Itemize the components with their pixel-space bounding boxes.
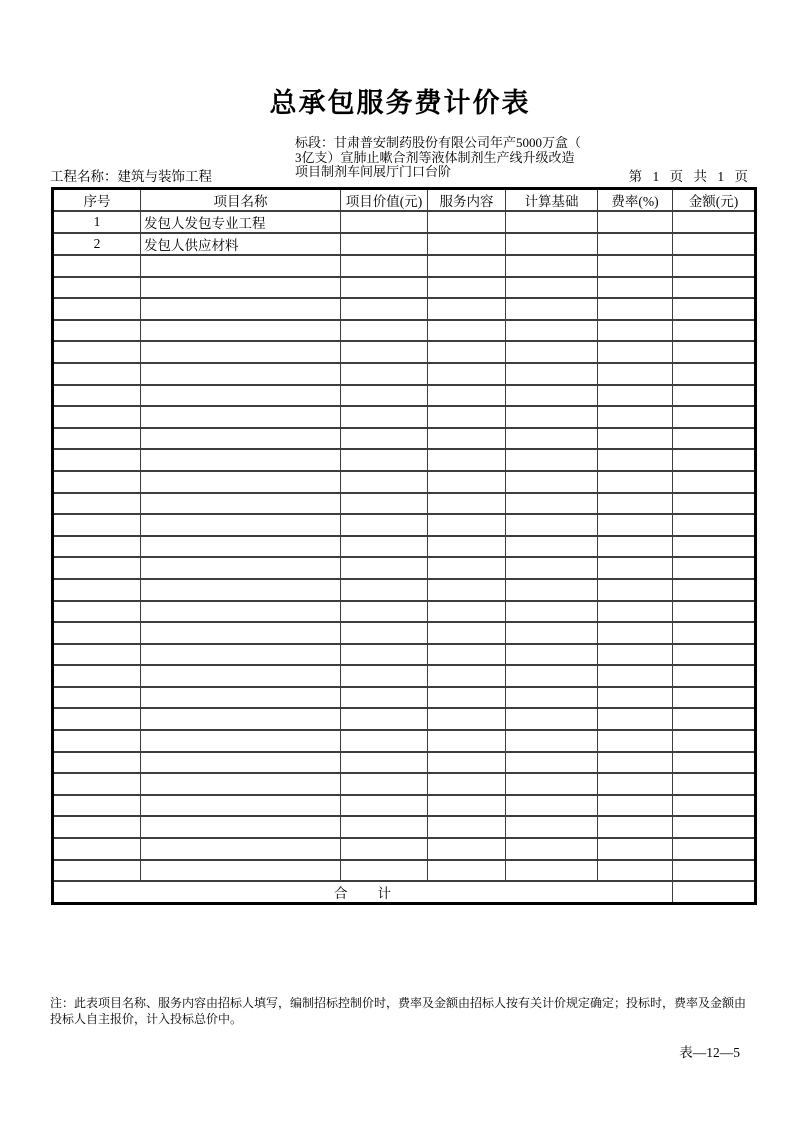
amount-cell [673, 233, 756, 255]
calc-basis-cell [506, 320, 598, 342]
rate-cell [598, 277, 673, 299]
amount-cell [673, 320, 756, 342]
item-name-cell [141, 298, 341, 320]
service-content-cell [428, 708, 506, 730]
amount-cell [673, 665, 756, 687]
table-row-empty [53, 838, 756, 860]
amount-cell [673, 471, 756, 493]
table-row-empty [53, 601, 756, 623]
service-content-cell [428, 406, 506, 428]
serial-cell [53, 795, 141, 817]
column-header-calc-basis: 计算基础 [506, 189, 598, 212]
item-value-cell [341, 708, 428, 730]
item-value-cell [341, 816, 428, 838]
calc-basis-cell [506, 752, 598, 774]
item-value-cell [341, 385, 428, 407]
form-code: 表—12—5 [679, 1045, 740, 1060]
page-number: 第 1 页 共 1 页 [628, 169, 748, 184]
rate-cell [598, 665, 673, 687]
table-row-empty [53, 341, 756, 363]
service-content-cell [428, 622, 506, 644]
item-name-cell [141, 860, 341, 882]
item-name-cell [141, 622, 341, 644]
section-info-line: 标段：甘肃普安制药股份有限公司年产5000万盒（ [295, 135, 582, 150]
header-row [53, 189, 756, 212]
calc-basis-cell [506, 233, 598, 255]
item-value-cell [341, 579, 428, 601]
calc-basis-cell [506, 385, 598, 407]
serial-cell [53, 601, 141, 623]
serial-cell [53, 298, 141, 320]
column-header-service-content: 服务内容 [428, 189, 506, 212]
section-info [295, 136, 581, 180]
rate-cell [598, 298, 673, 320]
service-content-cell [428, 233, 506, 255]
service-content-cell [428, 471, 506, 493]
table-row-empty [53, 665, 756, 687]
rate-cell [598, 428, 673, 450]
serial-cell [53, 579, 141, 601]
item-name-cell [141, 795, 341, 817]
amount-cell [673, 406, 756, 428]
service-content-cell [428, 449, 506, 471]
rate-cell [598, 601, 673, 623]
amount-cell [673, 255, 756, 277]
calc-basis-cell [506, 838, 598, 860]
calc-basis-cell [506, 536, 598, 558]
total-label: 合 计 [53, 881, 673, 904]
table-row [53, 211, 756, 233]
amount-cell [673, 385, 756, 407]
table-row-empty [53, 622, 756, 644]
serial-cell [53, 773, 141, 795]
item-value-cell [341, 795, 428, 817]
rate-cell [598, 687, 673, 709]
service-content-cell [428, 730, 506, 752]
table-row-empty [53, 752, 756, 774]
calc-basis-cell [506, 557, 598, 579]
table-row-empty [53, 449, 756, 471]
item-name-cell [141, 838, 341, 860]
column-header-serial: 序号 [53, 189, 141, 212]
amount-cell [673, 687, 756, 709]
item-name-cell [141, 687, 341, 709]
service-content-cell [428, 298, 506, 320]
item-name-cell: 发包人发包专业工程 [141, 211, 341, 233]
amount-cell [673, 449, 756, 471]
item-name-cell [141, 773, 341, 795]
table-row-empty [53, 536, 756, 558]
item-name-cell [141, 255, 341, 277]
item-value-cell [341, 406, 428, 428]
calc-basis-cell [506, 687, 598, 709]
fee-table-body [53, 211, 756, 881]
service-content-cell [428, 341, 506, 363]
fee-table-footer [53, 881, 756, 904]
amount-cell [673, 816, 756, 838]
item-value-cell [341, 298, 428, 320]
table-row-empty [53, 363, 756, 385]
table-row-empty [53, 471, 756, 493]
calc-basis-cell [506, 277, 598, 299]
amount-cell [673, 730, 756, 752]
calc-basis-cell [506, 298, 598, 320]
item-value-cell [341, 428, 428, 450]
item-name-cell [141, 428, 341, 450]
rate-cell [598, 514, 673, 536]
item-name-cell [141, 406, 341, 428]
table-row-empty [53, 493, 756, 515]
serial-cell [53, 471, 141, 493]
item-value-cell [341, 860, 428, 882]
table-row-empty [53, 773, 756, 795]
serial-cell [53, 385, 141, 407]
item-value-cell [341, 471, 428, 493]
item-name-cell [141, 557, 341, 579]
rate-cell [598, 493, 673, 515]
table-row-empty [53, 860, 756, 882]
item-value-cell [341, 363, 428, 385]
calc-basis-cell [506, 211, 598, 233]
rate-cell [598, 622, 673, 644]
item-value-cell [341, 557, 428, 579]
amount-cell [673, 428, 756, 450]
service-content-cell [428, 579, 506, 601]
table-row-empty [53, 428, 756, 450]
service-content-cell [428, 363, 506, 385]
amount-cell [673, 211, 756, 233]
item-name-cell [141, 752, 341, 774]
calc-basis-cell [506, 363, 598, 385]
column-header-rate: 费率(%) [598, 189, 673, 212]
item-name-cell [141, 363, 341, 385]
column-header-amount: 金额(元) [673, 189, 756, 212]
amount-cell [673, 795, 756, 817]
calc-basis-cell [506, 601, 598, 623]
serial-cell [53, 644, 141, 666]
table-row [53, 233, 756, 255]
serial-cell [53, 622, 141, 644]
table-row-empty [53, 795, 756, 817]
amount-cell [673, 536, 756, 558]
table-row-empty [53, 406, 756, 428]
item-value-cell [341, 449, 428, 471]
item-value-cell [341, 601, 428, 623]
calc-basis-cell [506, 579, 598, 601]
rate-cell [598, 579, 673, 601]
item-value-cell [341, 730, 428, 752]
serial-cell [53, 708, 141, 730]
rate-cell [598, 644, 673, 666]
item-value-cell [341, 233, 428, 255]
rate-cell [598, 341, 673, 363]
item-value-cell [341, 211, 428, 233]
amount-cell [673, 363, 756, 385]
serial-cell [53, 687, 141, 709]
item-name-cell [141, 341, 341, 363]
item-value-cell [341, 320, 428, 342]
calc-basis-cell [506, 255, 598, 277]
calc-basis-cell [506, 730, 598, 752]
serial-cell [53, 320, 141, 342]
item-name-cell [141, 385, 341, 407]
item-value-cell [341, 341, 428, 363]
table-row-empty [53, 514, 756, 536]
item-value-cell [341, 493, 428, 515]
serial-cell [53, 493, 141, 515]
service-content-cell [428, 320, 506, 342]
service-content-cell [428, 601, 506, 623]
item-name-cell [141, 320, 341, 342]
service-content-cell [428, 557, 506, 579]
rate-cell [598, 363, 673, 385]
calc-basis-cell [506, 816, 598, 838]
table-row-empty [53, 277, 756, 299]
table-row-empty [53, 579, 756, 601]
total-amount-cell [673, 881, 756, 904]
calc-basis-cell [506, 406, 598, 428]
service-content-cell [428, 860, 506, 882]
calc-basis-cell [506, 644, 598, 666]
amount-cell [673, 298, 756, 320]
item-value-cell [341, 838, 428, 860]
amount-cell [673, 341, 756, 363]
table-row-empty [53, 385, 756, 407]
rate-cell [598, 449, 673, 471]
amount-cell [673, 622, 756, 644]
item-name-cell [141, 601, 341, 623]
serial-cell [53, 277, 141, 299]
item-value-cell [341, 752, 428, 774]
calc-basis-cell [506, 493, 598, 515]
table-row-empty [53, 644, 756, 666]
serial-cell [53, 665, 141, 687]
serial-cell [53, 341, 141, 363]
amount-cell [673, 860, 756, 882]
rate-cell [598, 816, 673, 838]
service-content-cell [428, 838, 506, 860]
rate-cell [598, 406, 673, 428]
calc-basis-cell [506, 665, 598, 687]
fee-table-header [53, 189, 756, 212]
rate-cell [598, 471, 673, 493]
rate-cell [598, 255, 673, 277]
rate-cell [598, 211, 673, 233]
item-name-cell [141, 493, 341, 515]
service-content-cell [428, 428, 506, 450]
table-row-empty [53, 730, 756, 752]
amount-cell [673, 277, 756, 299]
serial-cell: 2 [53, 233, 141, 255]
calc-basis-cell [506, 708, 598, 730]
service-content-cell [428, 795, 506, 817]
serial-cell [53, 428, 141, 450]
item-name-cell: 发包人供应材料 [141, 233, 341, 255]
serial-cell [53, 255, 141, 277]
service-content-cell [428, 536, 506, 558]
service-content-cell [428, 211, 506, 233]
rate-cell [598, 795, 673, 817]
rate-cell [598, 860, 673, 882]
table-row-empty [53, 320, 756, 342]
rate-cell [598, 536, 673, 558]
item-name-cell [141, 816, 341, 838]
amount-cell [673, 752, 756, 774]
calc-basis-cell [506, 471, 598, 493]
item-name-cell [141, 536, 341, 558]
service-content-cell [428, 752, 506, 774]
calc-basis-cell [506, 795, 598, 817]
table-row-empty [53, 298, 756, 320]
page-title: 总承包服务费计价表 [269, 88, 531, 118]
serial-cell [53, 860, 141, 882]
amount-cell [673, 644, 756, 666]
item-name-cell [141, 514, 341, 536]
table-row-empty [53, 255, 756, 277]
service-content-cell [428, 665, 506, 687]
calc-basis-cell [506, 622, 598, 644]
calc-basis-cell [506, 449, 598, 471]
serial-cell [53, 730, 141, 752]
item-name-cell [141, 708, 341, 730]
rate-cell [598, 838, 673, 860]
item-value-cell [341, 514, 428, 536]
rate-cell [598, 385, 673, 407]
item-value-cell [341, 277, 428, 299]
item-value-cell [341, 622, 428, 644]
service-content-cell [428, 773, 506, 795]
item-name-cell [141, 579, 341, 601]
amount-cell [673, 601, 756, 623]
item-value-cell [341, 644, 428, 666]
service-content-cell [428, 687, 506, 709]
table-row-empty [53, 708, 756, 730]
column-header-item-name: 项目名称 [141, 189, 341, 212]
total-row [53, 881, 756, 904]
service-content-cell [428, 255, 506, 277]
calc-basis-cell [506, 860, 598, 882]
item-value-cell [341, 665, 428, 687]
serial-cell [53, 838, 141, 860]
item-name-cell [141, 665, 341, 687]
item-value-cell [341, 255, 428, 277]
amount-cell [673, 514, 756, 536]
amount-cell [673, 773, 756, 795]
rate-cell [598, 752, 673, 774]
table-row-empty [53, 687, 756, 709]
service-content-cell [428, 816, 506, 838]
serial-cell [53, 816, 141, 838]
service-content-cell [428, 514, 506, 536]
section-info-line: 项目制剂车间展厅门口台阶 [295, 164, 452, 180]
rate-cell [598, 708, 673, 730]
calc-basis-cell [506, 428, 598, 450]
rate-cell [598, 320, 673, 342]
serial-cell [53, 406, 141, 428]
serial-cell [53, 752, 141, 774]
item-name-cell [141, 277, 341, 299]
rate-cell [598, 233, 673, 255]
item-name-cell [141, 730, 341, 752]
item-value-cell [341, 687, 428, 709]
service-content-cell [428, 277, 506, 299]
item-name-cell [141, 471, 341, 493]
table-row-empty [53, 816, 756, 838]
item-name-cell [141, 449, 341, 471]
table-row-empty [53, 557, 756, 579]
note-text: 注：此表项目名称、服务内容由招标人填写，编制招标控制价时，费率及金额由招标人按有关计价规定确定；投标时，费率及金额由投标人自主报价，计入投标总价中。 [50, 996, 747, 1026]
section-info-line: 3亿支）宣肺止嗽合剂等液体制剂生产线升级改造 [295, 149, 575, 165]
serial-cell [53, 557, 141, 579]
amount-cell [673, 838, 756, 860]
service-content-cell [428, 385, 506, 407]
calc-basis-cell [506, 773, 598, 795]
serial-cell [53, 536, 141, 558]
serial-cell [53, 514, 141, 536]
project-name-label: 工程名称：建筑与装饰工程 [50, 169, 212, 184]
service-content-cell [428, 644, 506, 666]
serial-cell [53, 449, 141, 471]
item-value-cell [341, 773, 428, 795]
amount-cell [673, 493, 756, 515]
rate-cell [598, 730, 673, 752]
fee-table [51, 187, 757, 905]
amount-cell [673, 557, 756, 579]
column-header-item-value: 项目价值(元) [341, 189, 428, 212]
service-content-cell [428, 493, 506, 515]
item-name-cell [141, 644, 341, 666]
calc-basis-cell [506, 514, 598, 536]
item-value-cell [341, 536, 428, 558]
rate-cell [598, 773, 673, 795]
calc-basis-cell [506, 341, 598, 363]
rate-cell [598, 557, 673, 579]
amount-cell [673, 708, 756, 730]
serial-cell [53, 363, 141, 385]
serial-cell: 1 [53, 211, 141, 233]
amount-cell [673, 579, 756, 601]
